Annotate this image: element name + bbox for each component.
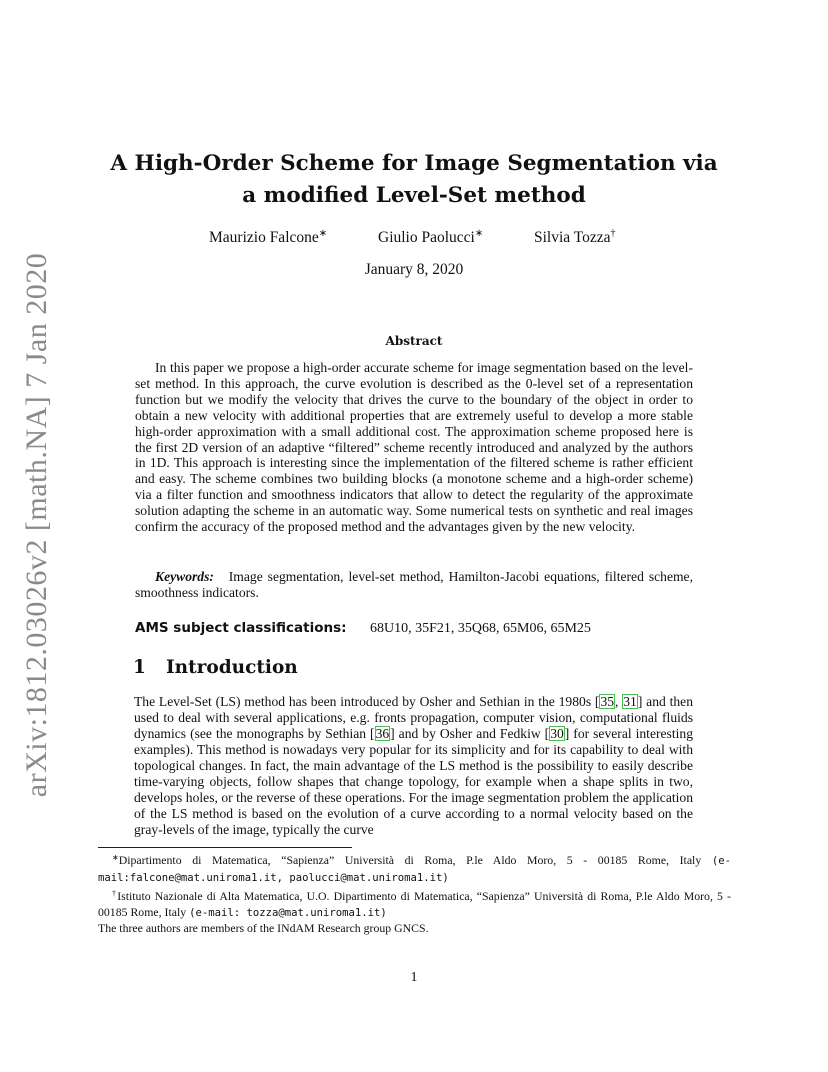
- intro-text: The Level-Set (LS) method has been introduced by Osher and Sethian in the 1980s [: [134, 694, 600, 709]
- abstract-heading: Abstract: [385, 334, 443, 348]
- footnote-2: [98, 886, 731, 921]
- citation-link[interactable]: 36: [375, 726, 390, 741]
- author-name: Silvia Tozza: [534, 229, 611, 246]
- author-list: [0, 228, 828, 250]
- paper-title: A High-Order Scheme for Image Segmentation via a modified Level-Set method: [110, 151, 718, 208]
- arxiv-stamp-text: arXiv:1812.03026v2 [math.NA] 7 Jan 2020: [20, 252, 53, 798]
- keywords-label: Keywords:: [155, 569, 214, 584]
- intro-text: ,: [615, 694, 623, 709]
- intro-text: ] and then used to deal with several applications, e.g. fronts propagation, computer vision, computational fluids dynamics (see the monographs by Sethian [: [134, 694, 694, 741]
- section-title: Introduction: [166, 657, 298, 678]
- footnote-text: Dipartimento di Matematica, “Sapienza” Università di Roma, P.le Aldo Moro, 5 - 00185 Rome, Italy: [118, 853, 702, 867]
- author-mark: ∗: [474, 228, 484, 239]
- author-3: [534, 228, 616, 247]
- ams-codes: 68U10, 35F21, 35Q68, 65M06, 65M25: [370, 621, 591, 636]
- footnote-mark: ∗: [112, 853, 119, 862]
- section-heading: [133, 657, 298, 678]
- footnotes: [98, 850, 731, 937]
- citation-link[interactable]: 31: [623, 694, 637, 709]
- footnote-text: Istituto Nazionale di Alta Matematica, U.O. Dipartimento di Matematica, “Sapienza” Università di Roma, P.le Aldo Moro, 5 - 00185 Rome, Italy: [98, 889, 731, 919]
- section-number: 1: [133, 657, 146, 678]
- ams-classifications: [135, 620, 695, 637]
- author-name: Giulio Paolucci: [378, 229, 475, 246]
- author-2: [378, 228, 483, 247]
- introduction-paragraph: [134, 694, 693, 838]
- paper-date: January 8, 2020: [364, 261, 464, 278]
- citation-link[interactable]: 35: [600, 694, 615, 709]
- arxiv-stamp: [17, 252, 57, 798]
- ams-label: AMS subject classifications:: [135, 620, 347, 636]
- footnote-divider: [98, 847, 352, 848]
- keywords: [135, 569, 693, 601]
- author-name: Maurizio Falcone: [209, 229, 319, 246]
- abstract-body: In this paper we propose a high-order accurate scheme for image segmentation based on the level-set method. In this approach, the curve evolution is described as the 0-level set of a representation function but we modify the velocity that drives the curve to the boundary of the object in order to obtain a new velocity with additional properties that are extremely useful to develop a more stable high-order approximation with a small additional cost. The approximation scheme proposed here is the first 2D version of an adaptive “filtered” scheme recently introduced and analyzed by the authors in 1D. This approach is interesting since the implementation of the filtered scheme is rather efficient and easy. The scheme combines two building blocks (a monotone scheme and a high-order scheme) via a filter function and smoothness indicators that allow to detect the regularity of the approximate solution adapting the scheme in an automatic way. Some numerical tests on synthetic and real images confirm the accuracy of the proposed method and the advantages given by the new velocity.: [135, 360, 693, 535]
- author-mark: †: [610, 228, 616, 239]
- footnote-mark: †: [112, 889, 118, 898]
- footnote-1: [98, 850, 731, 886]
- footnote-email: (e-mail:falcone@mat.uniroma1.it, paolucci@mat.uniroma1.it): [98, 855, 731, 884]
- footnote-3: The three authors are members of the INdAM Research group GNCS.: [98, 921, 429, 935]
- footnote-email: (e-mail: tozza@mat.uniroma1.it): [189, 906, 387, 919]
- page-number: 1: [410, 970, 418, 985]
- intro-text: ] for several interesting examples). This method is nowadays very popular for its simplicity and for its capability to deal with topological changes. In fact, the main advantage of the LS method is the possibility to easily describe time-varying objects, follow shapes that change topology, for example when a shape splits in two, develops holes, or the reverse of these operations. For the image segmentation problem the application of the LS method is based on the evolution of a curve according to a normal velocity based on the gray-levels of the image, typically the curve: [134, 726, 693, 837]
- author-1: [209, 228, 327, 247]
- author-mark: ∗: [318, 228, 328, 239]
- citation-link[interactable]: 30: [550, 726, 564, 741]
- intro-text: ] and by Osher and Fedkiw [: [390, 726, 550, 741]
- keywords-text: Image segmentation, level-set method, Hamilton-Jacobi equations, filtered scheme, smoothness indicators.: [135, 569, 693, 600]
